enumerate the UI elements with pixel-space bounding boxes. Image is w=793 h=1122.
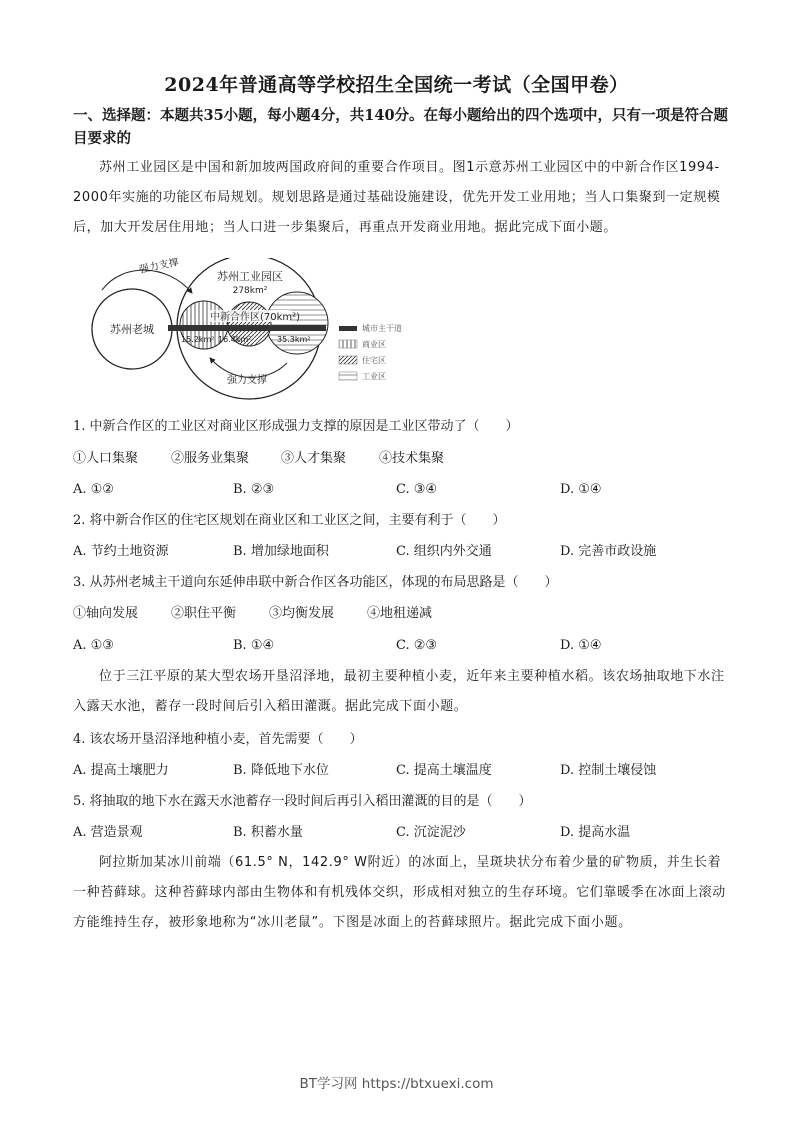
svg-text:城市主干道: 城市主干道 — [362, 324, 402, 333]
q1-item-2: ②服务业集聚 — [171, 451, 250, 466]
q3-option-c[interactable]: C. ②③ — [396, 638, 438, 653]
svg-text:工业区: 工业区 — [362, 372, 386, 381]
question-2-stem: 2. 将中新合作区的住宅区规划在商业区和工业区之间，主要有利于（ ） — [73, 513, 506, 528]
question-1-stem: 1. 中新合作区的工业区对商业区形成强力支撑的原因是工业区带动了（ ） — [73, 419, 519, 434]
svg-text:商业区: 商业区 — [362, 340, 386, 349]
figure-suzhou-park-layout — [82, 258, 442, 408]
q5-option-d[interactable]: D. 提高水温 — [560, 825, 631, 840]
q3-item-3: ③均衡发展 — [269, 606, 335, 621]
commercial-area-label: 15.2km² — [181, 335, 215, 344]
q1-option-b[interactable]: B. ②③ — [233, 482, 275, 497]
q2-option-c[interactable]: C. 组织内外交通 — [396, 544, 492, 559]
q3-option-d[interactable]: D. ①④ — [560, 638, 602, 653]
q1-item-3: ③人才集聚 — [281, 451, 347, 466]
q3-option-a[interactable]: A. ①③ — [73, 638, 114, 653]
q2-option-d[interactable]: D. 完善市政设施 — [560, 544, 657, 559]
arrow-top-label: 强力支撑 — [138, 258, 180, 276]
main-road — [168, 325, 326, 331]
q5-option-b[interactable]: B. 积蓄水量 — [233, 825, 303, 840]
q3-item-2: ②职住平衡 — [171, 606, 237, 621]
q3-item-4: ④地租递减 — [367, 606, 433, 621]
question-5-stem: 5. 将抽取的地下水在露天水池蓄存一段时间后再引入稻田灌溉的目的是（ ） — [73, 794, 532, 809]
old-city-label: 苏州老城 — [110, 323, 154, 336]
industrial-area-label: 35.3km² — [277, 335, 311, 344]
question-3-stem: 3. 从苏州老城主干道向东延伸串联中新合作区各功能区，体现的布局思路是（ ） — [73, 575, 558, 590]
q1-item-1: ①人口集聚 — [73, 451, 139, 466]
question-4-stem: 4. 该农场开垦沼泽地种植小麦，首先需要（ ） — [73, 732, 363, 747]
park-area-label: 278km² — [232, 286, 268, 296]
q2-option-b[interactable]: B. 增加绿地面积 — [233, 544, 329, 559]
industrial-zone — [266, 292, 328, 354]
q4-option-d[interactable]: D. 控制土壤侵蚀 — [560, 763, 657, 778]
zone-name-label: 中新合作区(70km²) — [210, 312, 301, 323]
q5-option-a[interactable]: A. 营造景观 — [73, 825, 143, 840]
q1-item-4: ④技术集聚 — [379, 451, 445, 466]
residential-area-label: 16.4km² — [218, 335, 252, 344]
q3-item-1: ①轴向发展 — [73, 606, 139, 621]
q2-option-a[interactable]: A. 节约土地资源 — [73, 544, 169, 559]
arrow-bottom-label: 强力支撑 — [227, 375, 267, 386]
passage-sanjiang: 位于三江平原的某大型农场开垦沼泽地，最初主要种植小麦，近年来主要种植水稻。该农场抽取地下水注入露天水池，蓄存一段时间后引入稻田灌溉。据此完成下面小题。 — [73, 669, 725, 714]
q4-option-c[interactable]: C. 提高土壤温度 — [396, 763, 492, 778]
q1-option-a[interactable]: A. ①② — [73, 482, 114, 497]
passage-glacier-mice: 阿拉斯加某冰川前端（61.5° N，142.9° W附近）的冰面上，呈斑块状分布着少量的矿物质，并生长着一种苔藓球。这种苔藓球内部由生物体和有机残体交织，形成相对独立的生存环境。它们靠暖季在冰面上滚动方能维持生存，被形象地称为“冰川老鼠”。下图是冰面上的苔藓球照片。据此完成下面小题。 — [73, 855, 726, 930]
park-name-label: 苏州工业园区 — [217, 270, 283, 283]
layout-diagram — [82, 258, 442, 408]
q1-option-c[interactable]: C. ③④ — [396, 482, 438, 497]
q1-option-d[interactable]: D. ①④ — [560, 482, 602, 497]
passage-suzhou: 苏州工业园区是中国和新加坡两国政府间的重要合作项目。图1示意苏州工业园区中的中新合作区1994-2000年实施的功能区布局规划。规划思路是通过基础设施建设，优先开发工业用地；当人口集聚到一定规模后，加大开发居住用地；当人口进一步集聚后，再重点开发商业用地。据此完成下面小题。 — [73, 160, 721, 235]
q4-option-b[interactable]: B. 降低地下水位 — [233, 763, 329, 778]
legend — [339, 323, 402, 381]
q3-option-b[interactable]: B. ①④ — [233, 638, 275, 653]
section-heading: 一、选择题：本题共35小题，每小题4分，共140分。在每小题给出的四个选项中，只有一项是符合题目要求的 — [73, 107, 729, 147]
footer-watermark: BT学习网 https://btxuexi.com — [299, 1076, 494, 1092]
q4-option-a[interactable]: A. 提高土壤肥力 — [73, 763, 169, 778]
exam-title: 2024年普通高等学校招生全国统一考试（全国甲卷） — [164, 74, 629, 96]
svg-text:住宅区: 住宅区 — [362, 356, 386, 365]
q5-option-c[interactable]: C. 沉淀泥沙 — [396, 825, 466, 840]
